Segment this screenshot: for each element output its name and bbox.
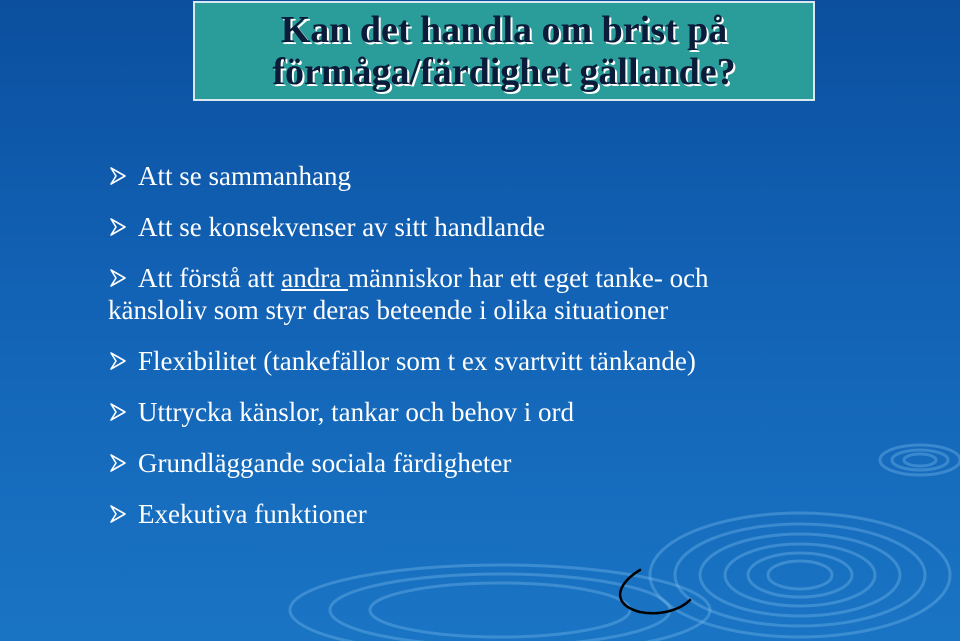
bullet-text-line-1: [108, 262, 938, 294]
arrowhead-bullet-icon: [108, 268, 128, 288]
bullet-item: [108, 498, 938, 530]
bullet-text: Att se konsekvenser av sitt handlande: [138, 212, 546, 242]
title-box: [193, 1, 815, 101]
arrowhead-bullet-icon: [108, 504, 128, 524]
bullet-text: Uttrycka känslor, tankar och behov i ord: [138, 397, 575, 427]
bullet-item: [108, 345, 938, 377]
arrowhead-bullet-icon: [108, 453, 128, 473]
bullet-text-pre: Att förstå att: [138, 263, 282, 293]
bullet-text-continuation: känsloliv som styr deras beteende i olika situationer: [108, 295, 669, 325]
bullet-text: Exekutiva funktioner: [138, 499, 367, 529]
bullet-item: [108, 262, 938, 326]
bullet-item: [108, 211, 938, 243]
arrowhead-bullet-icon: [108, 402, 128, 422]
arrowhead-bullet-icon: [108, 217, 128, 237]
bullet-list: [108, 160, 938, 549]
bullet-item: [108, 447, 938, 479]
bullet-text-underlined: andra: [281, 263, 348, 293]
bullet-text: Flexibilitet (tankefällor som t ex svartvitt tänkande): [138, 346, 696, 376]
bullet-item: [108, 396, 938, 428]
slide-title-line-1: Kan det handla om brist på: [280, 9, 728, 51]
bullet-text-post: människor har ett eget tanke- och: [347, 263, 709, 293]
slide-title-line-2: förmåga/färdighet gällande?: [272, 51, 736, 93]
arrowhead-bullet-icon: [108, 351, 128, 371]
arrowhead-bullet-icon: [108, 166, 128, 186]
bullet-text: Grundläggande sociala färdigheter: [138, 448, 512, 478]
bullet-text: Att se sammanhang: [138, 161, 351, 191]
bullet-item: [108, 160, 938, 192]
